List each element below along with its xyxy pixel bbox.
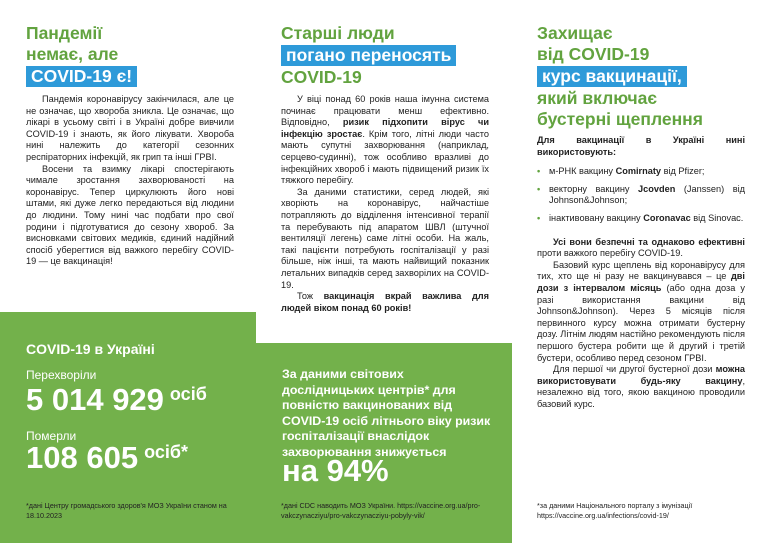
footnote-ukraine-stats: *дані Центру громадського здоров'я МОЗ України станом на 18.10.2023 — [26, 501, 227, 520]
vaccination-title-line5: бустерні щеплення — [537, 109, 703, 129]
vaccination-p2-text-a: Базовий курс щеплень від коронавірусу для тих, хто ще ні разу не вакцинувався – це — [537, 259, 745, 282]
pandemic-paragraph-1: Пандемія коронавірусу закінчилася, але це не означає, що хвороба зникла. Це означає, що лікарі в усьому світі і в Україні добре вивчили COVID-19 і знають, як його лікувати. Хвороба нині належить до категорії сезонних респіраторних інфекцій, як грип та інші ГРВІ. — [26, 94, 234, 162]
hospitalization-risk-value: на 94% — [282, 453, 389, 488]
footnote-cdc: *дані CDC наводить МОЗ України. https://vaccine.org.ua/pro-vakczynacziyu/pro-vakczynacziyu-pobyly-vik/ — [281, 501, 481, 520]
vaccination-title-highlight: курс вакцинації, — [537, 66, 687, 87]
vaccine-item-post: від Pfizer; — [661, 166, 705, 177]
pandemic-title-line2: немає, але — [26, 44, 119, 64]
vaccination-title-line2: від COVID-19 — [537, 44, 650, 64]
bullet-icon: • — [537, 166, 541, 177]
vaccination-body — [537, 135, 745, 410]
elderly-title — [281, 23, 496, 88]
vaccination-p3-text-c: , незалежно від того, якою вакциною проводили базовий курс. — [537, 375, 745, 409]
pandemic-title-line1: Пандемії — [26, 23, 103, 43]
elderly-p1-text-c: . Крім того, літні люди часто мають супутні захворювання (наприклад, серцево-судинні), тож особливо вразливі до інфекційних хвороб і мають підвищений ризик їх тяжкого перебігу. — [281, 128, 489, 186]
vaccination-p2-bold: дві дози з інтервалом місяць — [537, 271, 745, 293]
elderly-title-line3: COVID-19 — [281, 67, 362, 87]
elderly-paragraph-2: За даними статистики, серед людей, які хворіють на коронавірус, найчастіше потрапляють до відділення інтенсивної терапії та перебувають під апаратом ШВЛ (штучної вентиляції легень) саме літні особи. На жаль, такі пацієнти потребують госпіталізації у разі більше, ніж інші, та мають найвищий показник летальних випадків серед захворілих на COVID-19. — [281, 186, 489, 290]
recovered-unit: осіб — [169, 384, 207, 404]
pandemic-body — [26, 94, 234, 268]
vaccine-item-post: (Janssen) від Johnson&Johnson; — [549, 183, 745, 206]
deaths-label: Померли — [26, 429, 77, 443]
vaccine-name: Jcovden — [638, 183, 676, 194]
vaccine-name: Coronavac — [643, 212, 691, 223]
deaths-value-row — [26, 440, 188, 476]
pandemic-paragraph-2: Восени та взимку лікарі спостерігають чимале зростання захворюваності на коронавірус. Тепер циркулюють його нові штами, які дуже легко передаються від людини до людини. Тому нині час подбати про свої родини і підготуватися до сезону хвороб. За висновками світових медиків, єдиний надійний спосіб уберегтися від важкого перебігу COVID-19 — це вакцинація! — [26, 163, 234, 267]
elderly-paragraph-3 — [281, 291, 489, 314]
vaccination-p1-bold: Усі вони безпечні та однаково ефективні — [553, 236, 745, 247]
hospitalization-risk-text: За даними світових дослідницьких центрів* для повністю вакцинованих від COVID-19 осіб літнього віку ризик госпіталізації внаслідок захворювання знижується — [282, 367, 491, 459]
vaccination-title-line4: який включає — [537, 88, 658, 108]
vaccine-name: Comirnaty — [615, 166, 662, 177]
vaccine-item-post: від Sinovac. — [690, 212, 744, 223]
elderly-p1-text-a: У віці понад 60 років наша імунна система починає працювати менш ефективно. Відповідно, — [281, 94, 489, 128]
vaccine-list — [537, 166, 745, 224]
vaccine-item-jcovden — [537, 184, 745, 207]
ukraine-stats-title: COVID-19 в Україні — [26, 341, 155, 357]
vaccine-item-comirnaty — [537, 166, 745, 178]
vaccination-p2-text-c: (або одна доза у разі використання вакцини від Johnson&Johnson). Через 5 місяців після первинного курсу можна отримати бустерну дозу. Літнім людям настійно рекомендують після першого бустера робити ще й другий і третій бустери, особливо перед сезоном ГРВІ. — [537, 282, 745, 363]
elderly-paragraph-1 — [281, 94, 489, 187]
bullet-icon: • — [537, 212, 541, 223]
vaccination-paragraph-2 — [537, 260, 745, 364]
footnote-immunization-portal: *за даними Національного порталу з імунізації https://vaccine.org.ua/infections/covid-19/ — [537, 501, 693, 520]
vaccination-lead: Для вакцинації в Україні нині використовують: — [537, 135, 745, 157]
elderly-body — [281, 94, 489, 314]
bullet-icon: • — [537, 183, 541, 194]
vaccination-p1-text: проти важкого перебігу COVID-19. — [537, 248, 683, 259]
vaccination-p3-bold: можна використовувати будь-яку вакцину — [537, 364, 745, 386]
vaccination-title-line1: Захищає — [537, 23, 613, 43]
vaccination-paragraph-1 — [537, 237, 745, 260]
pandemic-title-highlight: COVID-19 є! — [26, 66, 137, 87]
vaccine-item-pre: векторну вакцину — [549, 183, 639, 194]
vaccination-paragraph-3 — [537, 364, 745, 410]
pandemic-title — [26, 23, 241, 88]
elderly-p3-text-a: Тож — [297, 291, 324, 302]
vaccination-p3-text-a: Для першої чи другої бустерної дози — [553, 364, 716, 375]
elderly-title-highlight: погано переносять — [281, 45, 456, 66]
vaccination-title — [537, 23, 752, 130]
recovered-value: 5 014 929 — [26, 382, 164, 417]
deaths-unit: осіб* — [144, 442, 188, 462]
elderly-p1-bold: ризик підхопити вірус чи інфекцію зростає — [281, 117, 490, 139]
elderly-p3-bold: вакцинація вкрай важлива для людей віком понад 60 років! — [281, 291, 489, 313]
recovered-value-row — [26, 382, 207, 418]
vaccine-item-pre: інактивовану вакцину — [549, 212, 644, 223]
vaccine-item-pre: м-РНК вакцину — [549, 166, 616, 177]
elderly-title-line1: Старші люди — [281, 23, 395, 43]
recovered-label: Перехворіли — [26, 368, 97, 382]
deaths-value: 108 605 — [26, 440, 139, 475]
vaccine-item-coronavac — [537, 213, 745, 225]
